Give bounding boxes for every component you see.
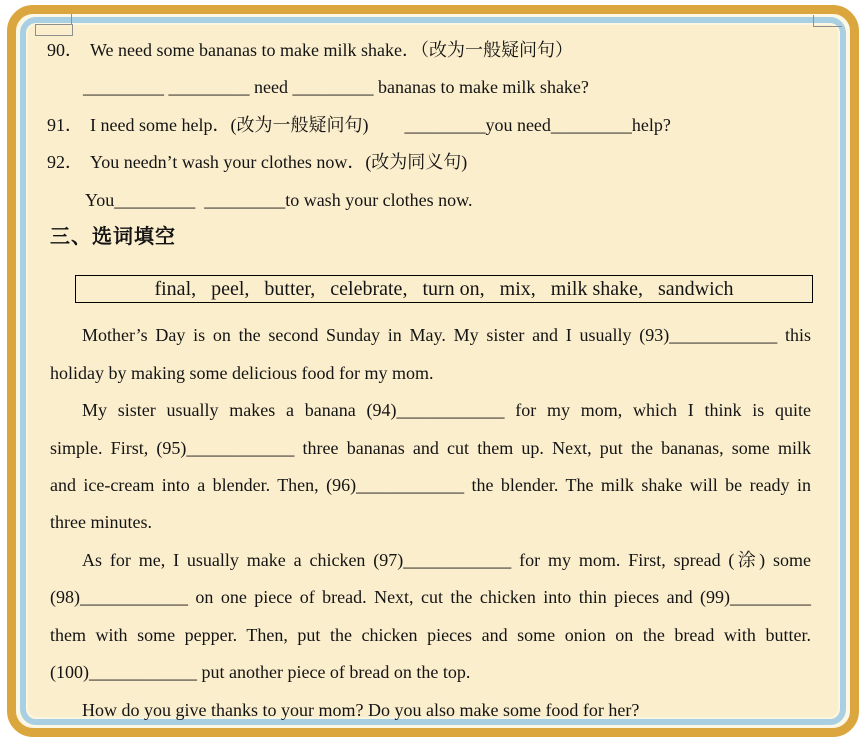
question-91-text: I need some help．(改为一般疑问句) _________you need_________help?: [90, 114, 671, 135]
worksheet-content: [24, 20, 824, 729]
passage-line: As for me, I usually make a chicken (97)____________ for my mom. First, spread (涂) some: [82, 549, 811, 570]
question-91-number: 91．: [47, 114, 83, 135]
question-90-answer-line: _________ _________ need _________ bananas to make milk shake?: [83, 77, 589, 98]
question-92-text: You needn’t wash your clothes now．(改为同义句): [90, 152, 468, 173]
word-bank-box: final, peel, butter, celebrate, turn on, mix, milk shake, sandwich: [75, 275, 813, 303]
passage-line: (100)____________ put another piece of bread on the top.: [50, 662, 471, 683]
question-92-number: 92．: [47, 152, 83, 173]
passage-line: and ice-cream into a blender. Then, (96)____________ the blender. The milk shake will be ready in: [50, 475, 811, 496]
passage-line: them with some pepper. Then, put the chicken pieces and some onion on the bread with butter.: [50, 624, 811, 645]
passage-line: three minutes.: [50, 512, 152, 533]
passage-line: Mother’s Day is on the second Sunday in May. My sister and I usually (93)____________ this: [82, 325, 811, 346]
question-90-text: We need some bananas to make milk shake．（改为一般疑问句）: [90, 40, 573, 60]
passage-line: (98)____________ on one piece of bread. Next, cut the chicken into thin pieces and (99)_________: [50, 587, 811, 608]
question-92: [47, 144, 824, 181]
passage-line: holiday by making some delicious food for my mom.: [50, 362, 434, 383]
question-90: [47, 32, 824, 69]
question-90-number: 90．: [47, 40, 83, 60]
passage-line: My sister usually makes a banana (94)____________ for my mom, which I think is quite: [82, 400, 811, 421]
passage: [24, 317, 824, 728]
passage-line: simple. First, (95)____________ three bananas and cut them up. Next, put the bananas, some milk: [50, 437, 811, 458]
question-91: [47, 107, 824, 144]
passage-line: How do you give thanks to your mom? Do you also make some food for her?: [82, 699, 640, 720]
section-title: 三、选词填空: [50, 226, 176, 249]
question-92-answer-line: You_________ _________to wash your clothes now.: [85, 189, 473, 210]
